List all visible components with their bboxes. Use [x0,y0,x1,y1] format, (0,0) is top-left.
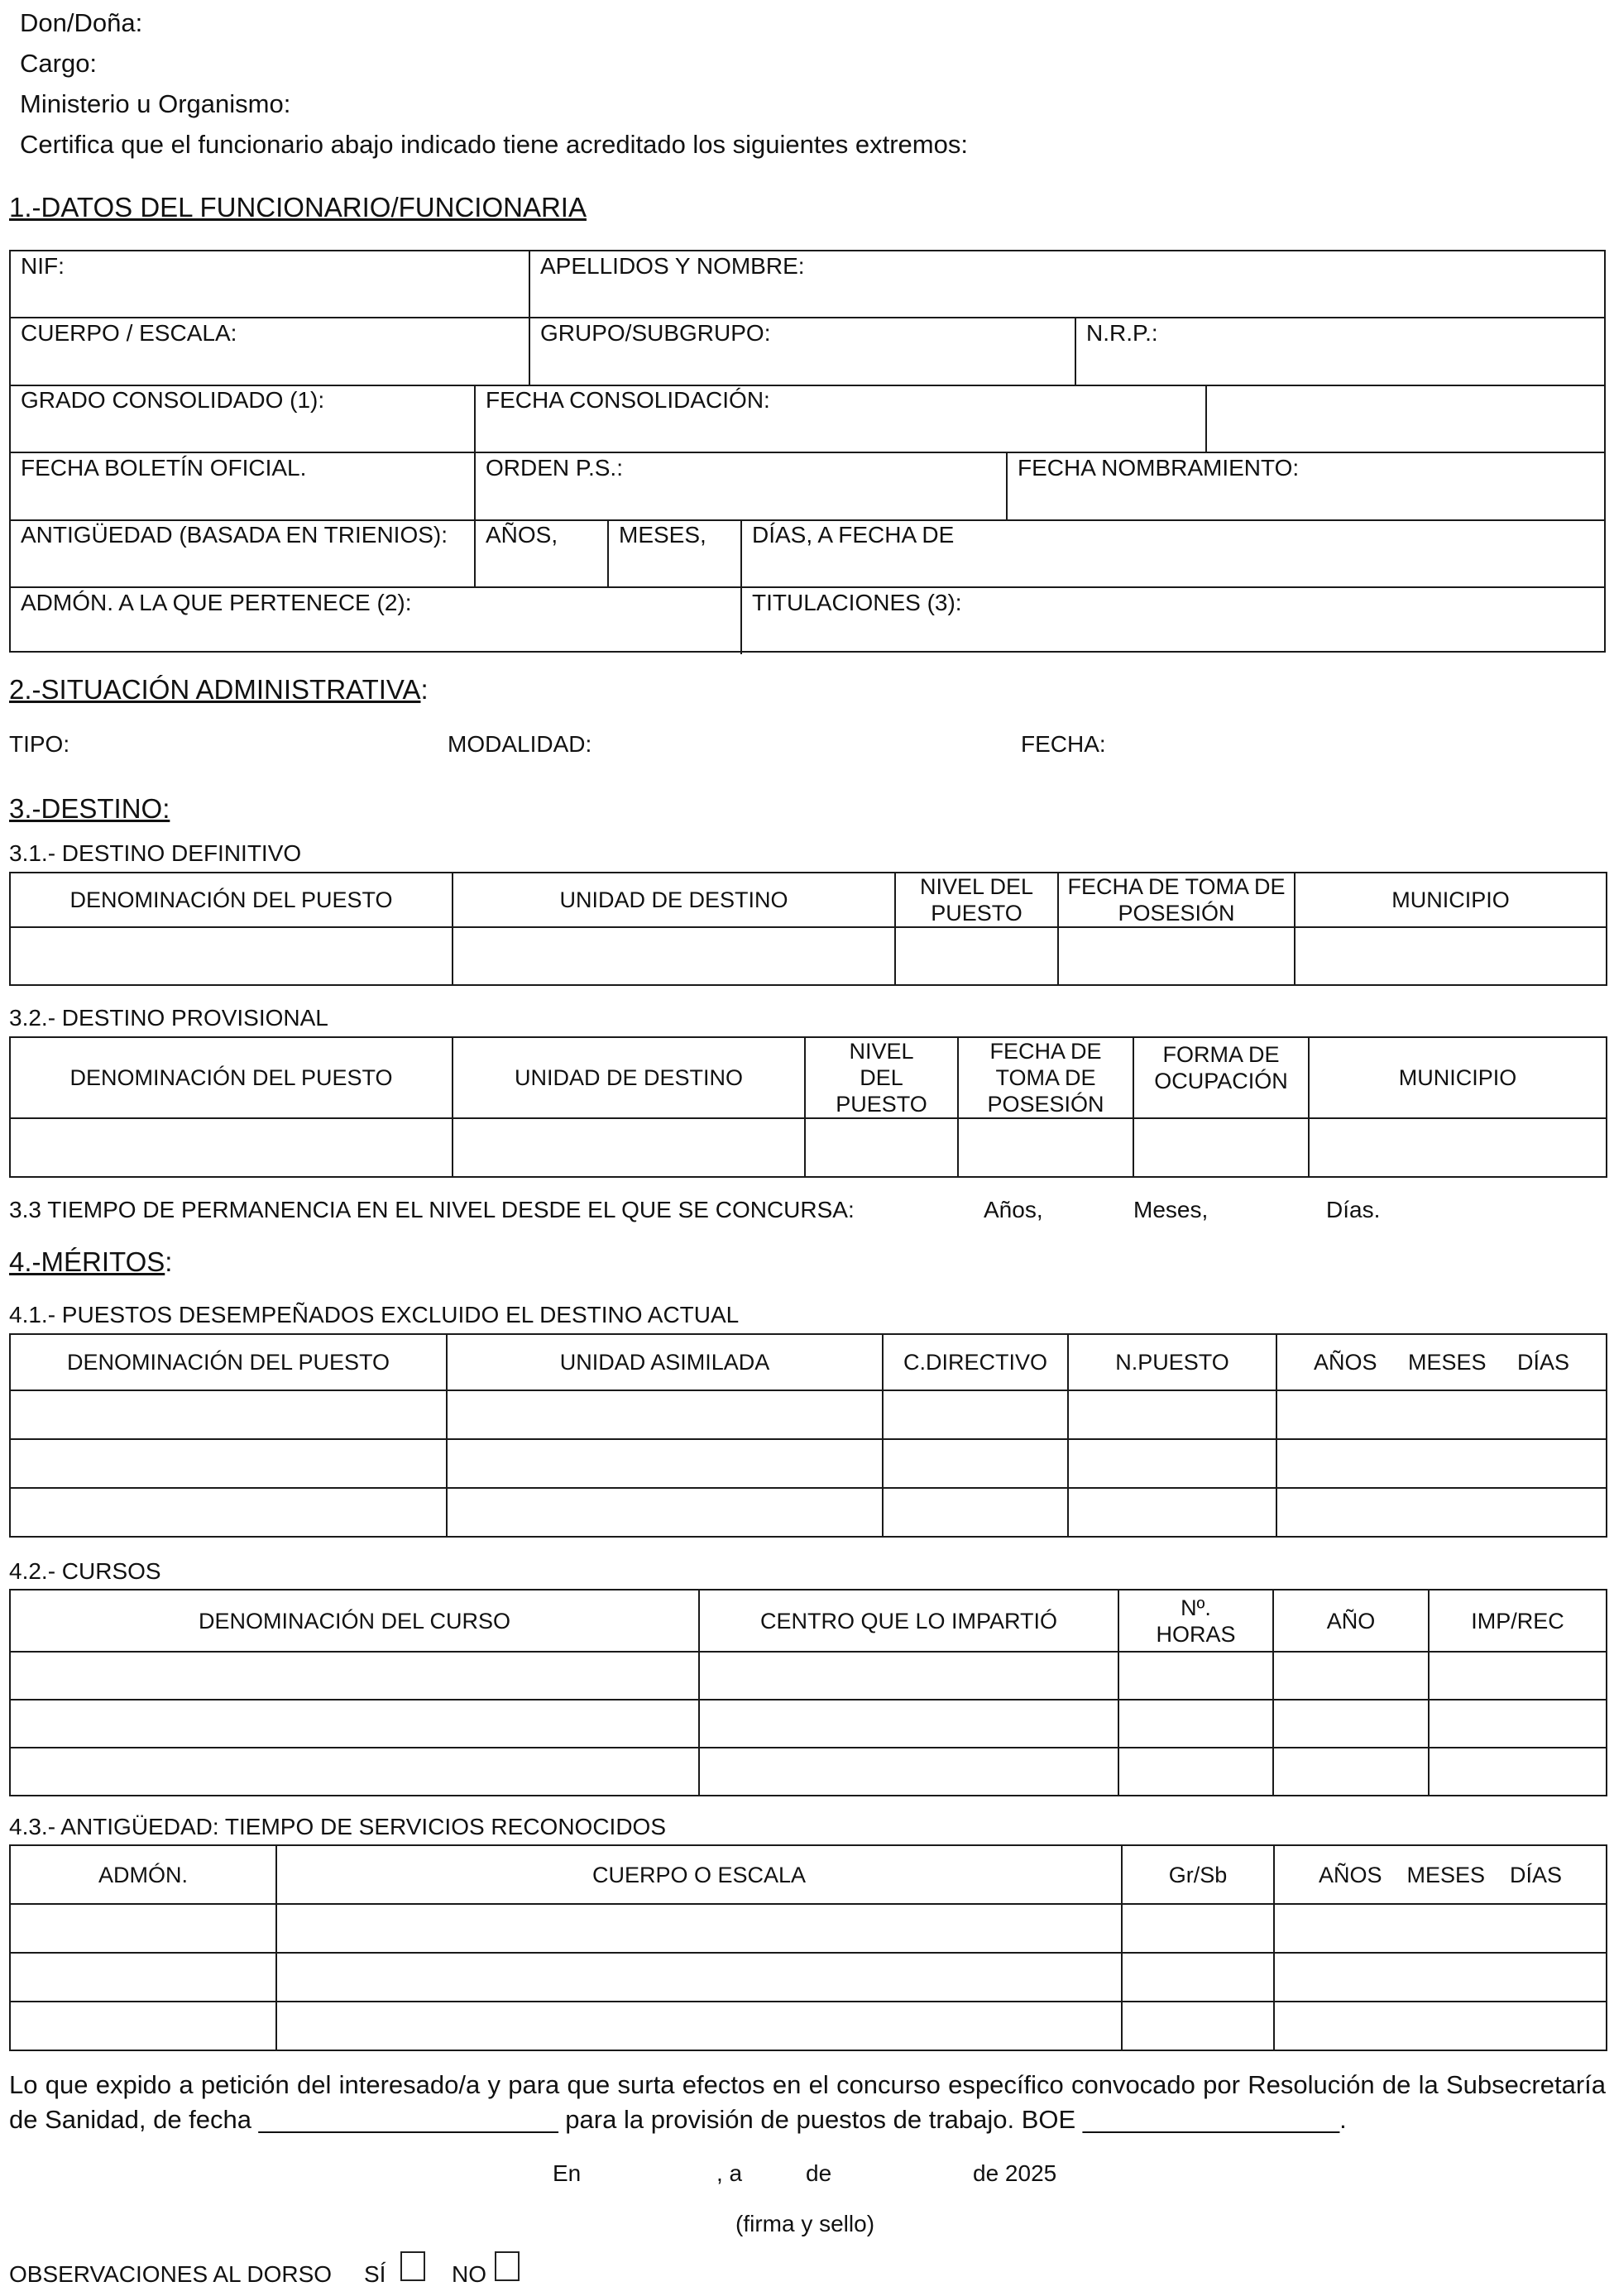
section-4-colon: : [165,1246,173,1277]
si-checkbox[interactable] [400,2251,425,2281]
header-cell: Nº. HORAS [1118,1590,1273,1652]
fecha-consolidacion-label: FECHA CONSOLIDACIÓN: [486,387,770,413]
table-cell[interactable] [883,1488,1068,1537]
table-header-row [10,1334,1607,1390]
header-cell: NIVEL DEL PUESTO [805,1037,958,1118]
certifica-text: Certifica que el funcionario abajo indicado tiene acreditado los siguientes extremos: [20,130,968,159]
table-cell[interactable] [699,1700,1118,1748]
table-cell[interactable] [276,1904,1122,1953]
puestos-title: 4.1.- PUESTOS DESEMPEÑADOS EXCLUIDO EL DESTINO ACTUAL [9,1302,740,1327]
header-cell: FECHA DE TOMA DE POSESIÓN [1058,873,1295,927]
header-cell: MUNICIPIO [1309,1037,1607,1118]
destino-definitivo-title: 3.1.- DESTINO DEFINITIVO [9,840,302,866]
header-cell: FECHA DE TOMA DE POSESIÓN [958,1037,1133,1118]
header-cell: DENOMINACIÓN DEL PUESTO [10,1334,447,1390]
grado-label: GRADO CONSOLIDADO (1): [21,387,325,413]
nrp-label: N.R.P.: [1086,320,1158,346]
header-cell: AÑO [1273,1590,1429,1652]
tiempo-permanencia-label: 3.3 TIEMPO DE PERMANENCIA EN EL NIVEL DESDE EL QUE SE CONCURSA: [9,1197,855,1222]
section-1-title: 1.-DATOS DEL FUNCIONARIO/FUNCIONARIA [9,192,587,222]
table-header-row [10,1590,1607,1652]
header-cell: NIVEL DEL PUESTO [895,873,1058,927]
table-cell[interactable] [276,2002,1122,2050]
table-cell[interactable] [10,1904,276,1953]
table-row[interactable] [10,1488,1607,1537]
modalidad-label: MODALIDAD: [448,731,592,757]
table-row[interactable] [10,1904,1607,1953]
meses-label: MESES, [619,522,706,548]
datos-funcionario-box [9,250,1606,653]
table-cell[interactable] [10,1748,699,1796]
section-4-title [9,1246,172,1278]
table-cell[interactable] [453,927,895,985]
puestos-table [9,1333,1607,1538]
don-label: Don/Doña: [20,8,143,37]
admon-label: ADMÓN. A LA QUE PERTENECE (2): [21,590,412,615]
cursos-title: 4.2.- CURSOS [9,1558,161,1584]
table-row[interactable] [10,1953,1607,2002]
table-cell[interactable] [1118,1652,1273,1700]
table-cell[interactable] [805,1118,958,1177]
table-row[interactable] [10,927,1607,985]
header-cell: CUERPO O ESCALA [276,1845,1122,1904]
table-cell[interactable] [276,1953,1122,2002]
fecha-nombramiento-label: FECHA NOMBRAMIENTO: [1018,455,1300,481]
header-cell: DENOMINACIÓN DEL PUESTO [10,873,453,927]
table-cell[interactable] [10,1700,699,1748]
fecha-label: FECHA: [1021,731,1106,757]
table-cell[interactable] [10,1652,699,1700]
destino-definitivo-table [9,872,1607,986]
ministerio-label: Ministerio u Organismo: [20,89,291,118]
header-cell: DENOMINACIÓN DEL PUESTO [10,1037,453,1118]
table-cell[interactable] [883,1390,1068,1439]
si-label: SÍ [364,2261,386,2287]
section-3-title: 3.-DESTINO: [9,793,170,824]
table-cell[interactable] [447,1439,883,1488]
dias-fecha-label: DÍAS, A FECHA DE [752,522,955,548]
table-cell[interactable] [1276,1488,1607,1537]
header-cell: UNIDAD DE DESTINO [453,1037,805,1118]
table-cell[interactable] [10,2002,276,2050]
year-label: de 2025 [973,2160,1057,2186]
de-label: de [806,2160,832,2186]
cursos-table [9,1589,1607,1796]
firma-label: (firma y sello) [735,2211,875,2236]
orden-label: ORDEN P.S.: [486,455,623,481]
table-cell[interactable] [1068,1390,1276,1439]
table-header-row [10,873,1607,927]
table-cell[interactable] [1068,1439,1276,1488]
section-4-title-text: 4.-MÉRITOS [9,1246,165,1277]
tiempo-meses-label: Meses, [1133,1197,1209,1222]
anos-label: AÑOS, [486,522,558,548]
header-cell: DENOMINACIÓN DEL CURSO [10,1590,699,1652]
table-cell[interactable] [958,1118,1133,1177]
nif-label: NIF: [21,253,65,279]
table-cell[interactable] [1273,1748,1429,1796]
cargo-label: Cargo: [20,49,98,78]
header-cell: IMP/REC [1429,1590,1607,1652]
observaciones-label: OBSERVACIONES AL DORSO [9,2261,333,2287]
table-cell[interactable] [1274,1904,1607,1953]
table-cell[interactable] [895,927,1058,985]
section-2-title-text: 2.-SITUACIÓN ADMINISTRATIVA [9,674,421,705]
antiguedad-label: ANTIGÜEDAD (BASADA EN TRIENIOS): [21,522,448,548]
table-cell[interactable] [1058,927,1295,985]
table-cell[interactable] [1068,1488,1276,1537]
tiempo-dias-label: Días. [1326,1197,1381,1222]
antiguedad-servicios-title: 4.3.- ANTIGÜEDAD: TIEMPO DE SERVICIOS RECONOCIDOS [9,1814,667,1839]
header-cell: AÑOS MESES DÍAS [1274,1845,1607,1904]
header-cell: UNIDAD DE DESTINO [453,873,895,927]
table-cell[interactable] [699,1652,1118,1700]
table-header-row [10,1845,1607,1904]
header-cell: UNIDAD ASIMILADA [447,1334,883,1390]
table-cell[interactable] [10,1439,447,1488]
table-cell[interactable] [699,1748,1118,1796]
table-cell[interactable] [1133,1118,1309,1177]
table-row[interactable] [10,1700,1607,1748]
header-cell: CENTRO QUE LO IMPARTIÓ [699,1590,1118,1652]
table-cell[interactable] [1122,1953,1274,2002]
table-cell[interactable] [1309,1118,1607,1177]
table-cell[interactable] [1295,927,1607,985]
table-cell[interactable] [1274,2002,1607,2050]
table-cell[interactable] [1274,1953,1607,2002]
certification-paragraph: Lo que expido a petición del interesado/a y para que surta efectos en el concurso específico convocado por Resolución de la Subsecretaría de Sanidad, de fecha _____________________ para la provisión de puestos de trabajo. BOE __________________. [9,2070,1606,2134]
header-cell: MUNICIPIO [1295,873,1607,927]
tiempo-anos-label: Años, [984,1197,1043,1222]
no-checkbox[interactable] [495,2251,520,2281]
header-cell: Gr/Sb [1122,1845,1274,1904]
table-row[interactable] [10,1652,1607,1700]
table-cell[interactable] [1118,1748,1273,1796]
grupo-label: GRUPO/SUBGRUPO: [540,320,771,346]
table-cell[interactable] [1122,1904,1274,1953]
destino-provisional-table [9,1036,1607,1178]
table-header-row [10,1037,1607,1118]
table-cell[interactable] [1273,1700,1429,1748]
table-cell[interactable] [883,1439,1068,1488]
section-2-title [9,674,429,706]
table-row[interactable] [10,1748,1607,1796]
table-row[interactable] [10,1390,1607,1439]
cuerpo-label: CUERPO / ESCALA: [21,320,237,346]
titulaciones-label: TITULACIONES (3): [752,590,962,615]
table-cell[interactable] [10,1488,447,1537]
header-cell: C.DIRECTIVO [883,1334,1068,1390]
table-row[interactable] [10,1118,1607,1177]
header-cell: ADMÓN. [10,1845,276,1904]
table-cell[interactable] [1429,1652,1607,1700]
fecha-boletin-label: FECHA BOLETÍN OFICIAL. [21,455,307,481]
antiguedad-table [9,1844,1607,2051]
table-cell[interactable] [1429,1748,1607,1796]
table-cell[interactable] [453,1118,805,1177]
table-cell[interactable] [1429,1700,1607,1748]
table-row[interactable] [10,1439,1607,1488]
table-cell[interactable] [10,1118,453,1177]
table-cell[interactable] [1276,1439,1607,1488]
tipo-label: TIPO: [9,731,70,757]
table-row[interactable] [10,2002,1607,2050]
header-cell: FORMA DE OCUPACIÓN [1133,1037,1309,1118]
table-cell[interactable] [1122,2002,1274,2050]
header-cell: N.PUESTO [1068,1334,1276,1390]
table-cell[interactable] [10,1390,447,1439]
apellidos-label: APELLIDOS Y NOMBRE: [540,253,805,279]
section-2-colon: : [420,674,429,705]
table-cell[interactable] [1276,1390,1607,1439]
table-cell[interactable] [1118,1700,1273,1748]
header-cell: AÑOS MESES DÍAS [1276,1334,1607,1390]
table-cell[interactable] [447,1488,883,1537]
no-label: NO [452,2261,486,2287]
table-cell[interactable] [10,1953,276,2002]
en-label: En [553,2160,582,2186]
destino-provisional-title: 3.2.- DESTINO PROVISIONAL [9,1005,328,1031]
table-cell[interactable] [447,1390,883,1439]
table-cell[interactable] [1273,1652,1429,1700]
a-label: , a [716,2160,743,2186]
table-cell[interactable] [10,927,453,985]
